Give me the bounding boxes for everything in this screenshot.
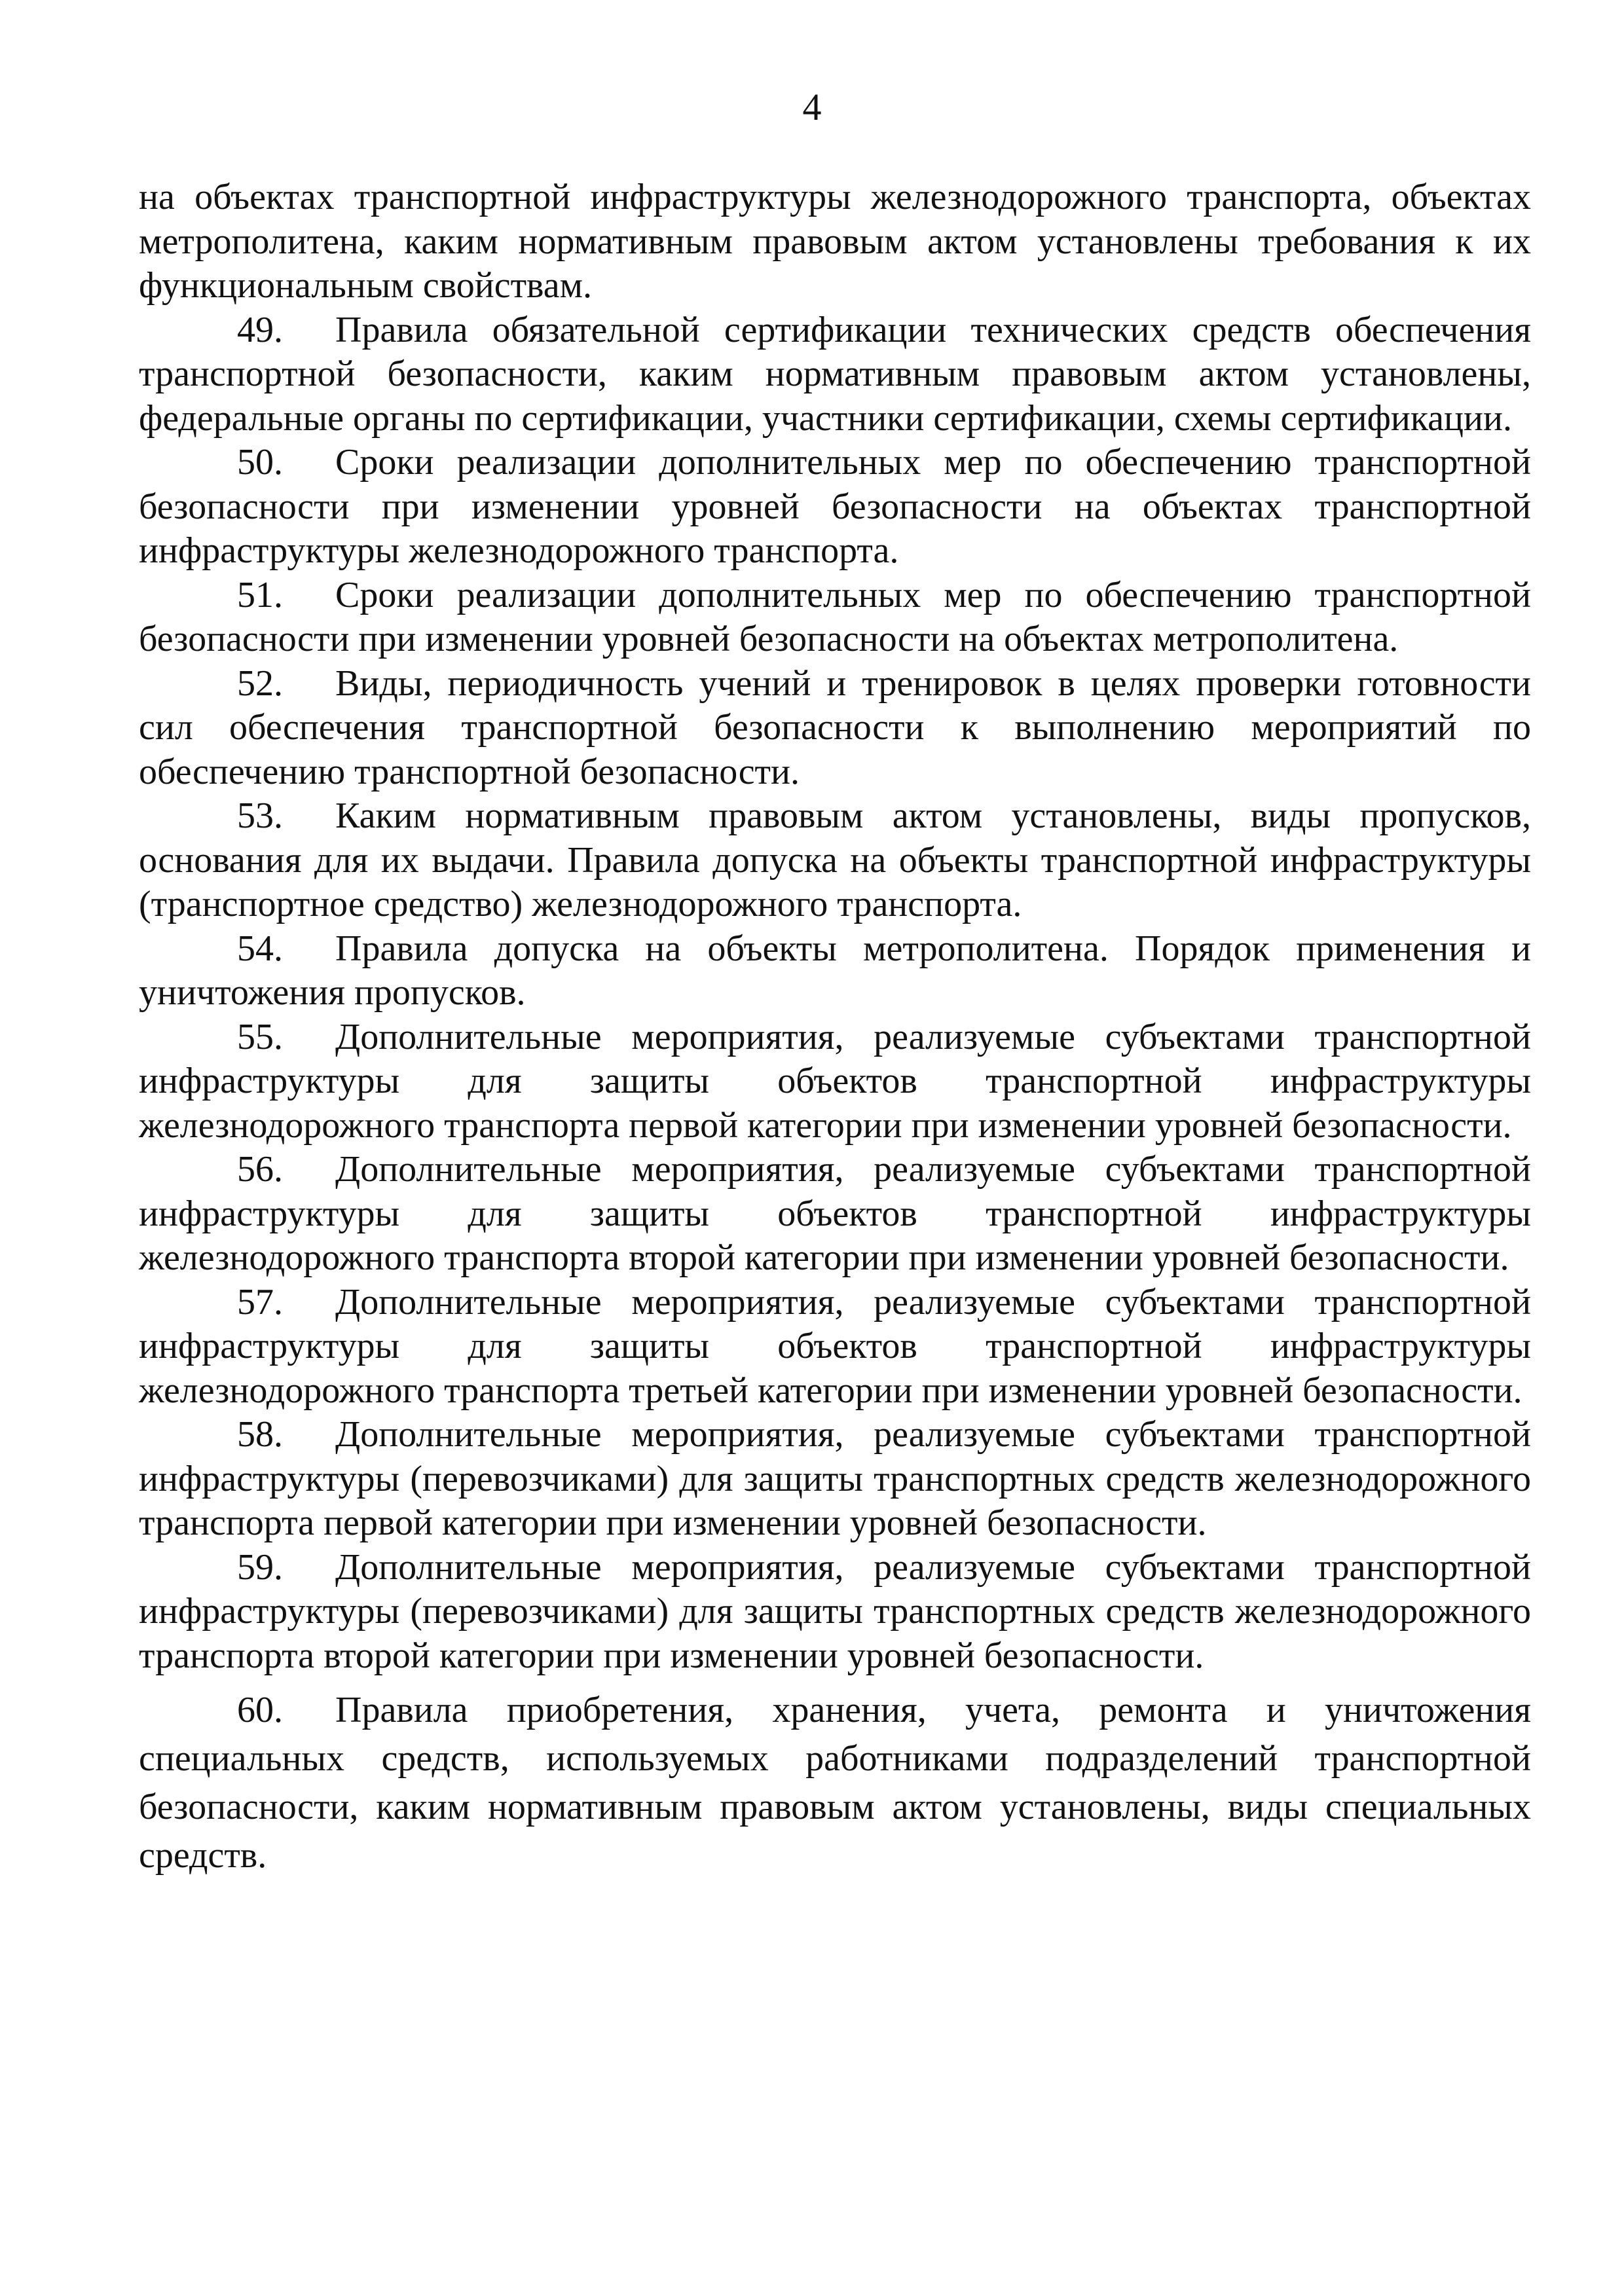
item-text: Правила приобретения, хранения, учета, ремонта и уничтожения специальных средств, используемых работниками подразделений транспортной безопасности, каким нормативным правовым актом установлены, виды специальных средств. [139,1690,1531,1876]
list-item-59 [139,1546,1531,1679]
list-item-60 [139,1686,1531,1880]
item-text: Дополнительные мероприятия, реализуемые субъектами транспортной инфраструктуры (перевозчиками) для защиты транспортных средств железнодорожного транспорта первой категории при изменении уровней безопасности. [139,1414,1531,1543]
item-number: 55. [237,1016,283,1057]
item-text: Сроки реализации дополнительных мер по обеспечению транспортной безопасности при изменении уровней безопасности на объектах метрополитена. [139,574,1531,659]
item-text: Правила допуска на объекты метрополитена. Порядок применения и уничтожения пропусков. [139,928,1531,1013]
list-item-49 [139,308,1531,441]
list-item-51 [139,574,1531,662]
item-text: Сроки реализации дополнительных мер по обеспечению транспортной безопасности при изменении уровней безопасности на объектах транспортной инфраструктуры железнодорожного транспорта. [139,442,1531,571]
item-number: 57. [237,1281,283,1322]
list-item-55 [139,1015,1531,1148]
item-number: 59. [237,1546,283,1588]
item-number: 49. [237,309,283,350]
list-item-53 [139,794,1531,927]
item-text: Правила обязательной сертификации технических средств обеспечения транспортной безопасности, каким нормативным правовым актом установлены, федеральные органы по сертификации, участники сертификации, схемы сертификации. [139,309,1531,439]
list-item-50 [139,441,1531,574]
item-number: 58. [237,1414,283,1455]
item-number: 52. [237,663,283,704]
list-item-58 [139,1413,1531,1546]
item-text: Виды, периодичность учений и тренировок в целях проверки готовности сил обеспечения транспортной безопасности к выполнению мероприятий по обеспечению транспортной безопасности. [139,663,1531,792]
page-number: 4 [802,86,822,128]
item-number: 51. [237,574,283,615]
intro-paragraph: на объектах транспортной инфраструктуры железнодорожного транспорта, объектах метрополитена, каким нормативным правовым актом установлены требования к их функциональным свойствам. [139,177,1531,306]
item-number: 60. [237,1690,283,1730]
item-text: Каким нормативным правовым актом установлены, виды пропусков, основания для их выдачи. Правила допуска на объекты транспортной инфраструктуры (транспортное средство) железнодорожного транспорта. [139,795,1531,924]
item-number: 54. [237,928,283,969]
list-item-52 [139,662,1531,795]
item-number: 53. [237,795,283,836]
item-number: 50. [237,442,283,483]
item-text: Дополнительные мероприятия, реализуемые субъектами транспортной инфраструктуры для защиты объектов транспортной инфраструктуры железнодорожного транспорта второй категории при изменении уровней безопасности. [139,1149,1531,1278]
document-body [139,175,1531,1880]
item-number: 56. [237,1149,283,1190]
list-item-56 [139,1148,1531,1281]
item-text: Дополнительные мероприятия, реализуемые субъектами транспортной инфраструктуры (перевозчиками) для защиты транспортных средств железнодорожного транспорта второй категории при изменении уровней безопасности. [139,1546,1531,1676]
list-item-54 [139,927,1531,1015]
list-item-57 [139,1281,1531,1413]
item-text: Дополнительные мероприятия, реализуемые субъектами транспортной инфраструктуры для защиты объектов транспортной инфраструктуры железнодорожного транспорта третьей категории при изменении уровней безопасности. [139,1281,1531,1411]
item-text: Дополнительные мероприятия, реализуемые субъектами транспортной инфраструктуры для защиты объектов транспортной инфраструктуры железнодорожного транспорта первой категории при изменении уровней безопасности. [139,1016,1531,1146]
